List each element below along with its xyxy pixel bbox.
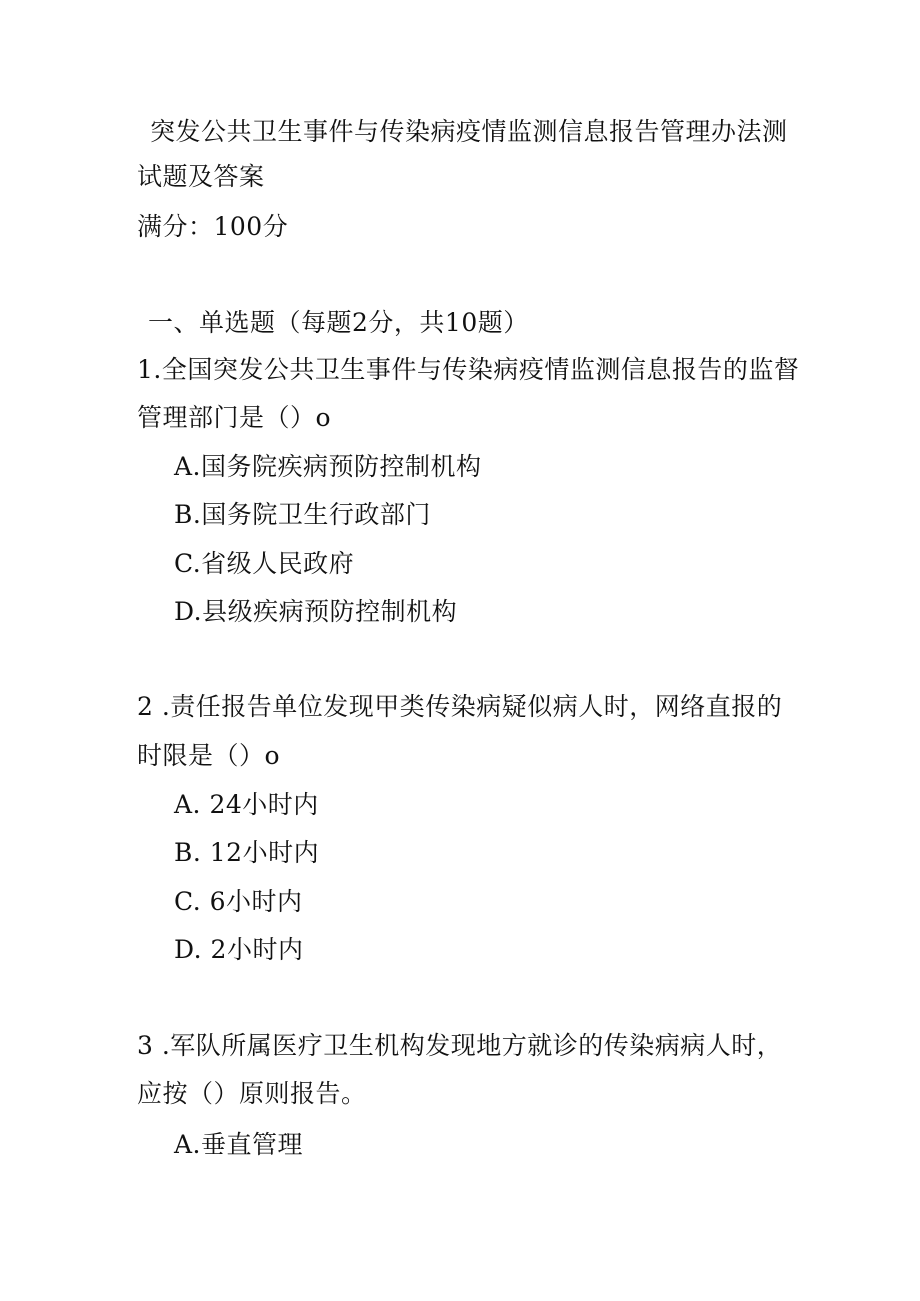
question-stem-line-2: 时限是（）o	[137, 741, 281, 770]
option-a: A.垂直管理	[174, 1130, 304, 1159]
doc-title-line-1: 突发公共卫生事件与传染病疫情监测信息报告管理办法测	[150, 117, 788, 146]
option-c: C.省级人民政府	[174, 549, 355, 578]
question-stem-line-2: 管理部门是（）o	[137, 403, 332, 432]
option-b: B.国务院卫生行政部门	[174, 500, 431, 529]
full-score: 满分：100分	[137, 212, 289, 241]
option-a: A.国务院疾病预防控制机构	[174, 452, 482, 481]
question-stem-line-1: 2 .责任报告单位发现甲类传染病疑似病人时，网络直报的	[137, 692, 783, 721]
doc-title-line-2: 试题及答案	[137, 162, 265, 191]
section-heading: 一、单选题（每题2分，共10题）	[148, 308, 529, 337]
option-d: D.县级疾病预防控制机构	[174, 597, 458, 626]
question-stem-line-1: 3 .军队所属医疗卫生机构发现地方就诊的传染病病人时，	[137, 1031, 783, 1060]
question-stem-line-1: 1.全国突发公共卫生事件与传染病疫情监测信息报告的监督	[137, 355, 800, 384]
question-stem-line-2: 应按（）原则报告。	[137, 1079, 367, 1108]
option-d: D. 2小时内	[174, 935, 304, 964]
option-b: B. 12小时内	[174, 838, 320, 867]
option-a: A. 24小时内	[174, 790, 319, 819]
option-c: C. 6小时内	[174, 887, 303, 916]
